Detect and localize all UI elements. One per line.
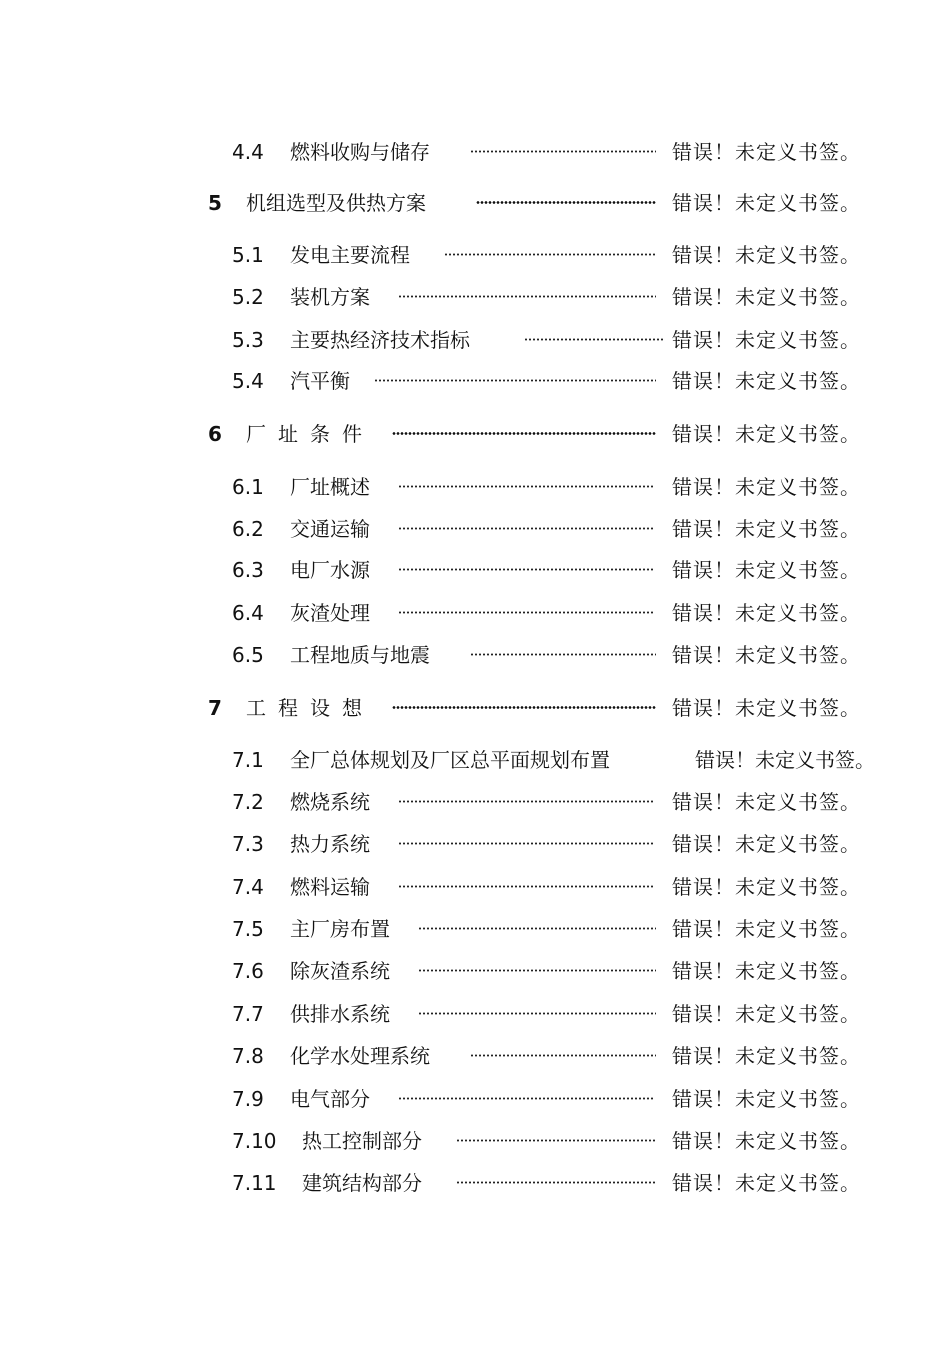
toc-entry-page-ref: 错误！未定义书签。 <box>672 832 861 856</box>
toc-entry-7[interactable] <box>0 693 950 723</box>
toc-entry-7-7[interactable] <box>0 999 950 1029</box>
toc-entry-number: 7.4 <box>232 875 264 899</box>
dot-leader <box>392 706 656 709</box>
toc-entry-number: 7.9 <box>232 1087 264 1111</box>
toc-entry-5[interactable] <box>0 188 950 218</box>
dot-leader <box>392 432 656 435</box>
toc-entry-5-3[interactable] <box>0 325 950 355</box>
toc-entry-title: 工程地质与地震 <box>290 643 430 667</box>
toc-entry-number: 5.1 <box>232 243 264 267</box>
toc-entry-number: 6.4 <box>232 601 264 625</box>
toc-entry-6[interactable] <box>0 419 950 449</box>
dot-leader <box>398 800 654 803</box>
toc-entry-page-ref: 错误！未定义书签。 <box>672 285 861 309</box>
toc-entry-number: 5.2 <box>232 285 264 309</box>
dot-leader <box>476 201 656 204</box>
toc-entry-7-1[interactable] <box>0 745 950 775</box>
toc-entry-7-4[interactable] <box>0 872 950 902</box>
toc-entry-title: 供排水系统 <box>290 1002 390 1026</box>
toc-entry-title: 厂址条件 <box>246 422 374 446</box>
dot-leader <box>398 611 654 614</box>
dot-leader <box>398 568 654 571</box>
toc-entry-number: 5.4 <box>232 369 264 393</box>
toc-entry-page-ref: 错误！未定义书签。 <box>672 959 861 983</box>
toc-entry-number: 7.8 <box>232 1044 264 1068</box>
toc-entry-page-ref: 错误！未定义书签。 <box>672 422 861 446</box>
toc-entry-title: 厂址概述 <box>290 475 370 499</box>
dot-leader <box>470 1054 656 1057</box>
toc-entry-title: 灰渣处理 <box>290 601 370 625</box>
dot-leader <box>470 150 656 153</box>
dot-leader <box>418 969 656 972</box>
toc-entry-page-ref: 错误！未定义书签。 <box>672 475 861 499</box>
toc-entry-number: 5 <box>208 191 222 215</box>
dot-leader <box>398 527 654 530</box>
toc-entry-number: 5.3 <box>232 328 264 352</box>
toc-entry-title: 电厂水源 <box>290 558 370 582</box>
toc-entry-title: 电气部分 <box>290 1087 370 1111</box>
toc-entry-page-ref: 错误！未定义书签。 <box>672 790 861 814</box>
toc-entry-number: 7 <box>208 696 222 720</box>
toc-entry-number: 6 <box>208 422 222 446</box>
toc-entry-7-11[interactable] <box>0 1168 950 1198</box>
toc-entry-page-ref: 错误！未定义书签。 <box>672 1087 861 1111</box>
toc-entry-title: 热力系统 <box>290 832 370 856</box>
toc-entry-6-5[interactable] <box>0 640 950 670</box>
toc-entry-7-2[interactable] <box>0 787 950 817</box>
dot-leader <box>524 338 664 341</box>
toc-entry-number: 6.2 <box>232 517 264 541</box>
toc-entry-number: 6.1 <box>232 475 264 499</box>
toc-entry-page-ref: 错误！未定义书签。 <box>695 748 875 772</box>
toc-entry-number: 6.3 <box>232 558 264 582</box>
toc-entry-page-ref: 错误！未定义书签。 <box>672 328 861 352</box>
toc-entry-page-ref: 错误！未定义书签。 <box>672 140 861 164</box>
toc-entry-title: 交通运输 <box>290 517 370 541</box>
dot-leader <box>470 653 656 656</box>
toc-entry-page-ref: 错误！未定义书签。 <box>672 369 861 393</box>
toc-entry-title: 除灰渣系统 <box>290 959 390 983</box>
toc-entry-title: 装机方案 <box>290 285 370 309</box>
toc-entry-page-ref: 错误！未定义书签。 <box>672 1129 861 1153</box>
dot-leader <box>398 485 654 488</box>
dot-leader <box>456 1181 656 1184</box>
toc-entry-title: 建筑结构部分 <box>302 1171 422 1195</box>
toc-entry-7-8[interactable] <box>0 1041 950 1071</box>
dot-leader <box>374 379 656 382</box>
toc-entry-page-ref: 错误！未定义书签。 <box>672 1044 861 1068</box>
toc-entry-6-3[interactable] <box>0 555 950 585</box>
toc-entry-5-2[interactable] <box>0 282 950 312</box>
dot-leader <box>398 885 654 888</box>
toc-entry-page-ref: 错误！未定义书签。 <box>672 1002 861 1026</box>
toc-entry-number: 6.5 <box>232 643 264 667</box>
toc-entry-page-ref: 错误！未定义书签。 <box>672 696 861 720</box>
dot-leader <box>418 1012 656 1015</box>
dot-leader <box>398 295 656 298</box>
toc-entry-7-5[interactable] <box>0 914 950 944</box>
toc-entry-6-4[interactable] <box>0 598 950 628</box>
toc-entry-title: 化学水处理系统 <box>290 1044 430 1068</box>
toc-entry-page-ref: 错误！未定义书签。 <box>672 601 861 625</box>
toc-entry-number: 7.1 <box>232 748 264 772</box>
toc-entry-title: 主要热经济技术指标 <box>290 328 470 352</box>
toc-entry-page-ref: 错误！未定义书签。 <box>672 243 861 267</box>
toc-entry-page-ref: 错误！未定义书签。 <box>672 917 861 941</box>
toc-entry-page-ref: 错误！未定义书签。 <box>672 1171 861 1195</box>
toc-entry-number: 7.6 <box>232 959 264 983</box>
toc-entry-7-3[interactable] <box>0 829 950 859</box>
toc-entry-number: 7.5 <box>232 917 264 941</box>
toc-entry-title: 燃料运输 <box>290 875 370 899</box>
toc-entry-title: 机组选型及供热方案 <box>246 191 426 215</box>
toc-entry-4-4[interactable] <box>0 137 950 167</box>
toc-entry-number: 4.4 <box>232 140 264 164</box>
toc-entry-7-10[interactable] <box>0 1126 950 1156</box>
dot-leader <box>398 842 654 845</box>
toc-entry-number: 7.3 <box>232 832 264 856</box>
toc-entry-6-2[interactable] <box>0 514 950 544</box>
toc-entry-page-ref: 错误！未定义书签。 <box>672 875 861 899</box>
toc-entry-number: 7.2 <box>232 790 264 814</box>
toc-entry-number: 7.11 <box>232 1171 277 1195</box>
toc-entry-page-ref: 错误！未定义书签。 <box>672 558 861 582</box>
toc-entry-title: 汽平衡 <box>290 369 350 393</box>
toc-entry-page-ref: 错误！未定义书签。 <box>672 517 861 541</box>
toc-entry-title: 发电主要流程 <box>290 243 410 267</box>
toc-entry-5-4[interactable] <box>0 366 950 396</box>
toc-entry-title: 全厂总体规划及厂区总平面规划布置 <box>290 748 610 772</box>
toc-entry-number: 7.10 <box>232 1129 277 1153</box>
toc-entry-5-1[interactable] <box>0 240 950 270</box>
dot-leader <box>444 253 656 256</box>
toc-entry-page-ref: 错误！未定义书签。 <box>672 643 861 667</box>
dot-leader <box>398 1097 654 1100</box>
toc-entry-title: 热工控制部分 <box>302 1129 422 1153</box>
toc-entry-title: 燃烧系统 <box>290 790 370 814</box>
toc-entry-page-ref: 错误！未定义书签。 <box>672 191 861 215</box>
dot-leader <box>456 1139 656 1142</box>
toc-entry-6-1[interactable] <box>0 472 950 502</box>
toc-entry-title: 主厂房布置 <box>290 917 390 941</box>
toc-entry-7-6[interactable] <box>0 956 950 986</box>
toc-entry-number: 7.7 <box>232 1002 264 1026</box>
toc-entry-7-9[interactable] <box>0 1084 950 1114</box>
toc-entry-title: 燃料收购与储存 <box>290 140 430 164</box>
dot-leader <box>418 927 656 930</box>
toc-entry-title: 工程设想 <box>246 696 374 720</box>
